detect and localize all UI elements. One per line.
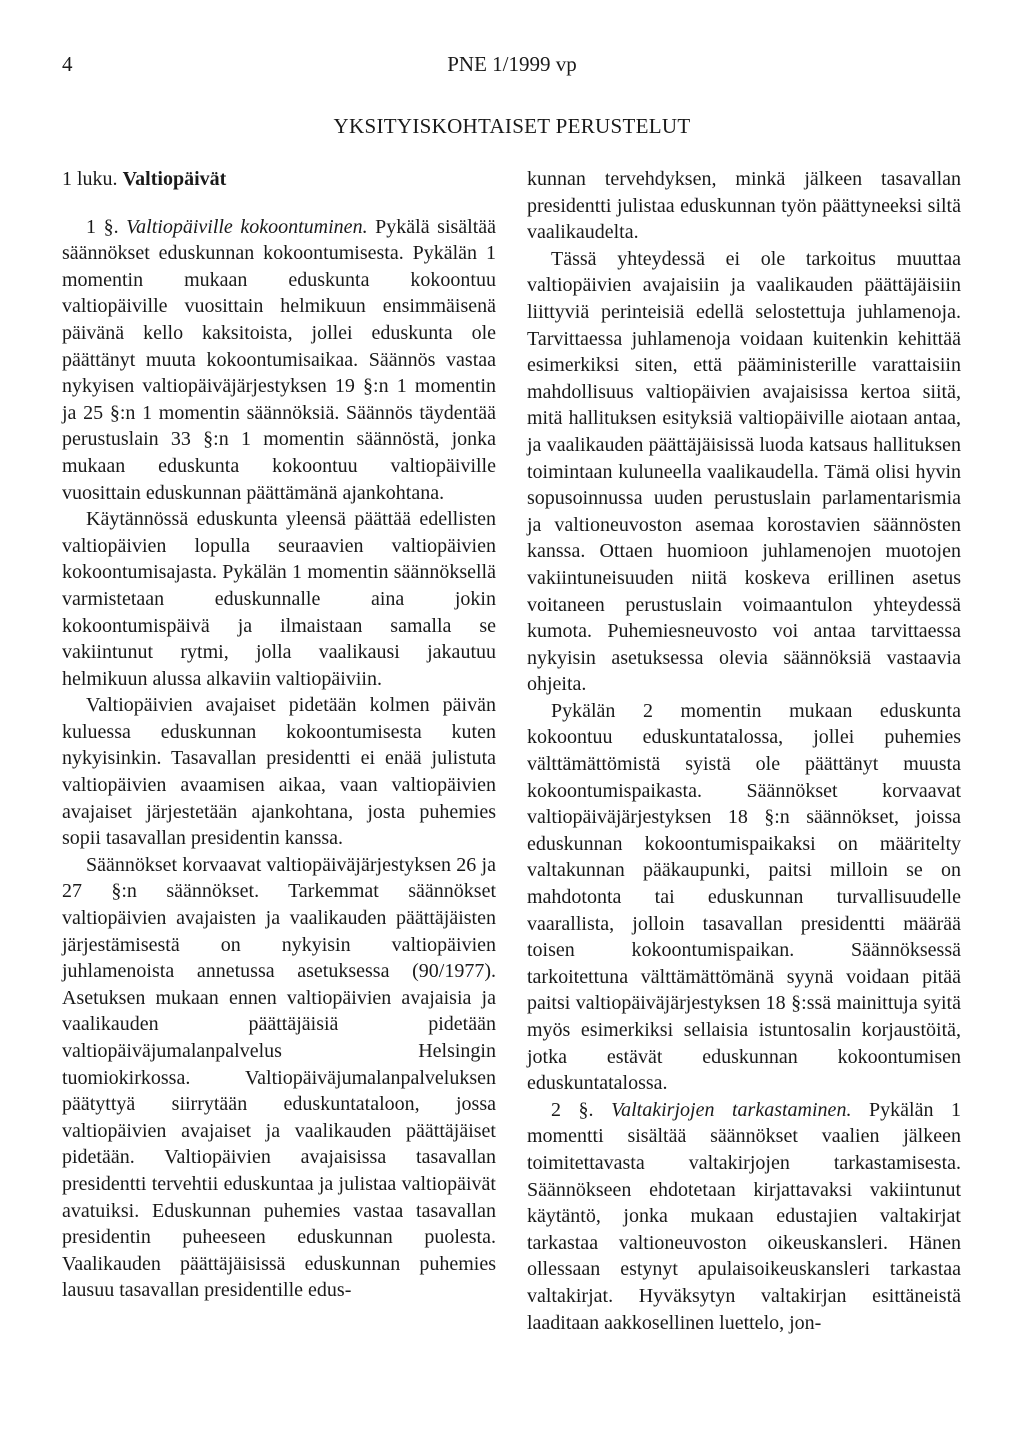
continued-paragraph: kunnan tervehdyksen, minkä jälkeen tasavallan presidentti julistaa eduskunnan työn päättyneeksi siltä vaalikaudelta. [527,168,961,244]
right-column [527,166,961,1336]
paragraph-2-section [527,1097,961,1336]
body-paragraph: Säännökset korvaavat valtiopäiväjärjestyksen 26 ja 27 §:n säännökset. Tarkemmat säännökset valtiopäivien avajaisten ja vaalikauden päättäjäisten järjestämisestä on nykyisin valtiopäivien juhlamenoista annetussa asetuksessa (90/1977). Asetuksen mukaan ennen valtiopäivien avajaisia ja vaalikauden päättäjäisiä pidetään valtiopäiväjumalanpalvelus Helsingin tuomiokirkossa. Valtiopäiväjumalanpalveluksen päätyttyä siirrytään eduskuntataloon, jossa valtiopäivien avajaiset ja vaalikauden päättäjäiset pidetään. Valtiopäivien avajaisissa tasavallan presidentti tervehtii eduskuntaa ja julistaa valtiopäivät avatuiksi. Eduskunnan puhemies vastaa tasavallan presidentin puheeseen eduskunnan puolesta. Vaalikauden päättäjäisissä eduskunnan puhemies lausuu tasavallan presidentille edus- [62,853,496,1302]
page-number: 4 [62,52,73,76]
body-paragraph: Käytännössä eduskunta yleensä päättää edellisten valtiopäivien lopulla seuraavien valtiopäivien kokoontumisajasta. Pykälän 1 momentin säännöksellä varmistetaan eduskunnalle aina jokin kokoontumispäivä ja ilmaistaan samalla se vakiintunut rytmi, jolla vaalikausi jakautuu helmikuun alussa alkaviin valtiopäiviin. [62,508,496,690]
body-paragraph: Pykälän 2 momentin mukaan eduskunta kokoontuu eduskuntatalossa, jollei puhemies välttämättömistä syistä ole päättänyt muusta kokoontumispaikasta. Säännökset korvaavat valtiopäiväjärjestyksen 18 §:n säännökset, joissa eduskunnan kokoontumispaikaksi on määritelty valtakunnan pääkaupunki, paitsi milloin se on mahdotonta tai eduskunnan turvallisuudelle vaarallista, jolloin tasavallan presidentti määrää toisen kokoontumispaikan. Säännöksessä tarkoitettuna välttämättömänä syynä voidaan pitää paitsi valtiopäiväjärjestyksen 18 §:ssä mainittuja syitä myös esimerkiksi sellaisia istuntosalin korjaustöitä, jotka estävät eduskunnan kokoontumisen eduskuntatalossa. [527,699,961,1095]
chapter-number: 1 luku. [62,168,118,190]
section-title: YKSITYISKOHTAISET PERUSTELUT [333,114,691,138]
paragraph-1-section [62,214,496,507]
section-text: Pykälän 1 momentti sisältää säännökset vaalien jälkeen toimitettavasta valtakirjojen tarkastamisesta. Säännökseen ehdotetaan kirjattavaksi vakiintunut käytäntö, jonka mukaan edustajien valtakirjat tarkastaa valtioneuvoston oikeuskansleri. Hänen ollessaan estynyt apulaisoikeuskansleri tarkastaa valtakirjat. Hyväksytyn valtakirjan esittäneistä laaditaan aakkosellinen luettelo, jon- [527,1098,962,1334]
section-mark: 2 §. [551,1098,594,1121]
chapter-heading [62,166,496,193]
document-identifier: PNE 1/1999 vp [447,52,577,76]
body-paragraph: Tässä yhteydessä ei ole tarkoitus muuttaa valtiopäivien avajaisiin ja vaalikauden päättäjäisiin liittyviä perinteisiä edellä selostettuja juhlamenoja. Tarvittaessa juhlamenoja voidaan kuitenkin kehittää esimerkiksi siten, että pääministerille varattaisiin mahdollisuus valtiopäivien avajaisissa kertoa siitä, mitä hallituksen esityksiä valtiopäiville aiotaan antaa, ja vaalikauden päättäjäisissä luoda katsaus hallituksen toimintaan kuluneella vaalikaudella. Tämä olisi hyvin sopusoinnussa uuden perustuslain parlamentarismia ja valtioneuvoston asemaa korostavien säännösten kanssa. Ottaen huomioon juhlamenojen muotojen vakiintuneisuuden niitä koskeva erillinen asetus voitaneen perustuslain voimaantulon yhteydessä kumota. Puhemiesneuvosto voi antaa tarvittaessa nykyisin asetuksessa olevia säännöksiä vastaavia ohjeita. [527,247,961,696]
section-mark: 1 §. [86,215,119,238]
section-text: Pykälä sisältää säännökset eduskunnan kokoontumisesta. Pykälän 1 momentin mukaan eduskunta kokoontuu valtiopäiville vuosittain helmikuun ensimmäisenä päivänä kello kaksitoista, jollei eduskunta ole päättänyt muuta kokoontumisaikaa. Säännös vastaa nykyisen valtiopäiväjärjestyksen 19 §:n 1 momentin ja 25 §:n 1 momentin säännöksiä. Säännös täydentää perustuslain 33 §:n 1 momentin säännöstä, jonka mukaan eduskunta kokoontuu valtiopäiville vuosittain eduskunnan päättämänä ajankohtana. [62,215,497,504]
section-heading: Valtiopäiville kokoontuminen. [126,215,368,238]
left-column [62,166,496,1304]
chapter-title: Valtiopäivät [122,168,227,190]
body-paragraph: Valtiopäivien avajaiset pidetään kolmen päivän kuluessa eduskunnan kokoontumisesta kuten nykyisinkin. Tasavallan presidentti ei enää julistuta valtiopäivien avaamisen aikaa, vaan valtiopäivien avajaiset järjestetään ajankohtana, josta puhemies sopii tasavallan presidentin kanssa. [62,694,496,850]
section-heading: Valtakirjojen tarkastaminen. [611,1098,852,1121]
